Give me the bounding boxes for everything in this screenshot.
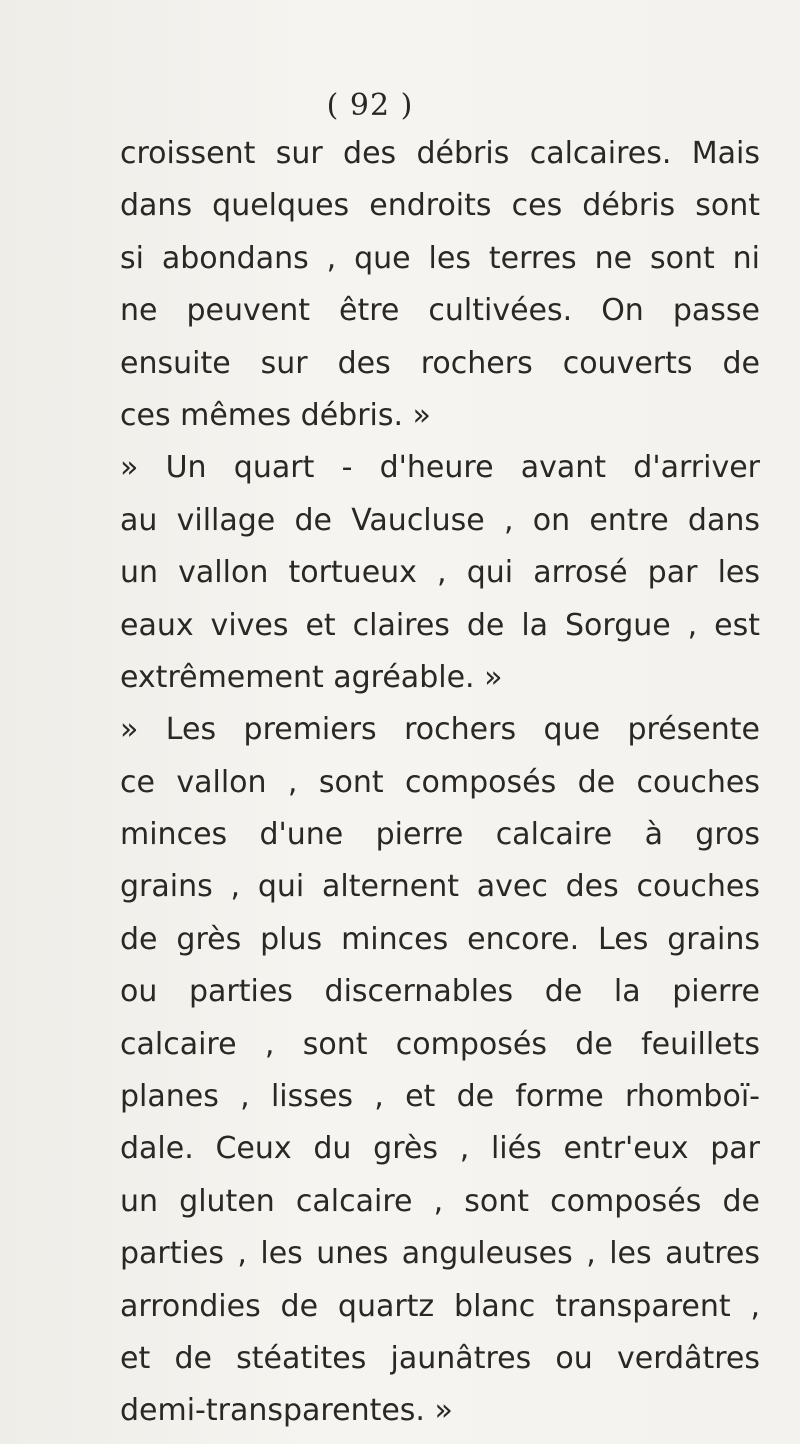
text-line: dale. Ceux du grès , liés entr'eux par <box>120 1131 760 1167</box>
text-line: » Un quart - d'heure avant d'arriver <box>120 450 760 486</box>
text-line: parties , les unes anguleuses , les autres <box>120 1236 760 1272</box>
text-line: et de stéatites jaunâtres ou verdâtres <box>120 1340 760 1376</box>
text-line: de grès plus minces encore. Les grains <box>120 921 760 957</box>
text-line: grains , qui alternent avec des couches <box>120 869 760 905</box>
text-line: calcaire , sont composés de feuillets <box>120 1026 760 1062</box>
text-line: au village de Vaucluse , on entre dans <box>120 502 760 538</box>
text-line: eaux vives et claires de la Sorgue , est <box>120 607 760 643</box>
body-text <box>120 128 760 1438</box>
text-line: un gluten calcaire , sont composés de <box>120 1183 760 1219</box>
text-line: ne peuvent être cultivées. On passe <box>120 293 760 329</box>
text-line: ensuite sur des rochers couverts de <box>120 345 760 381</box>
page-number: ( 92 ) <box>326 88 414 123</box>
text-line: » Les premiers rochers que présente <box>120 712 760 748</box>
text-line: minces d'une pierre calcaire à gros <box>120 817 760 853</box>
text-line: extrêmement agréable. » <box>120 659 503 695</box>
text-line: si abondans , que les terres ne sont ni <box>120 240 760 276</box>
text-line: dans quelques endroits ces débris sont <box>120 188 760 224</box>
text-line: croissent sur des débris calcaires. Mais <box>120 136 760 171</box>
text-line: ou parties discernables de la pierre <box>120 974 760 1010</box>
text-line: ces mêmes débris. » <box>120 397 431 433</box>
text-line: planes , lisses , et de forme rhomboï- <box>120 1079 760 1115</box>
text-line: demi-transparentes. » <box>120 1393 453 1429</box>
text-line: arrondies de quartz blanc transparent , <box>120 1288 760 1324</box>
text-line: ce vallon , sont composés de couches <box>120 764 760 800</box>
text-line: un vallon tortueux , qui arrosé par les <box>120 555 760 591</box>
